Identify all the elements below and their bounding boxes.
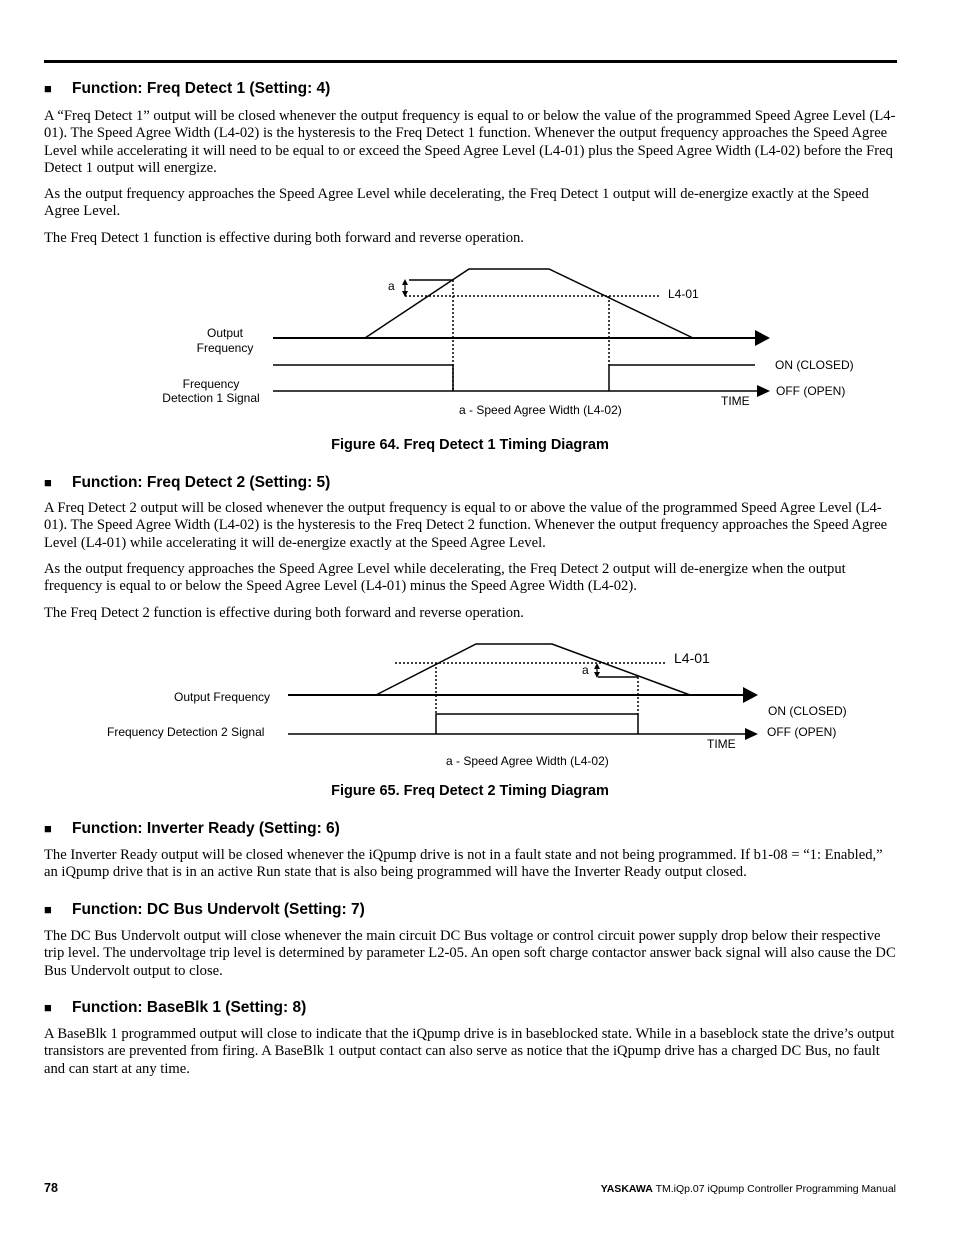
paragraph: A BaseBlk 1 programmed output will close to indicate that the iQpump drive is in baseblocked state. While in a baseblock state the drive’s output transistors are prevented from firing. A BaseBlk 1 output contact can also serve as notice that the iQpump drive has a charged DC Bus, no fault and can start at any time. — [44, 1026, 895, 1077]
paragraph: The DC Bus Undervolt output will close whenever the main circuit DC Bus voltage or control circuit power supply drop below their respective trip level. The undervoltage trip level is determined by parameter L2-05. An open soft charge contactor answer back signal will also cause the DC Bus Undervolt output to close. — [44, 928, 896, 979]
section-heading-freq-detect-2: ■ Function: Freq Detect 2 (Setting: 5) — [44, 474, 331, 491]
label-signal: Frequency Detection 2 Signal — [107, 725, 265, 739]
label-a: a — [388, 279, 395, 293]
page-number: 78 — [44, 1181, 58, 1195]
footer-manual-title — [601, 1183, 896, 1195]
brand-name: YASKAWA — [600, 1183, 653, 1195]
arrow-icon — [757, 385, 770, 397]
frequency-profile — [376, 644, 690, 695]
label-off: OFF (OPEN) — [776, 384, 846, 398]
label-on: ON (CLOSED) — [768, 704, 847, 718]
bullet-icon: ■ — [44, 1000, 52, 1015]
arrow-down-icon — [402, 291, 408, 297]
label-width-note: a - Speed Agree Width (L4-02) — [446, 754, 609, 768]
section-heading-baseblk-1: ■ Function: BaseBlk 1 (Setting: 8) — [44, 999, 307, 1016]
paragraph: The Freq Detect 1 function is effective during both forward and reverse operation. — [44, 230, 524, 246]
paragraph: The Freq Detect 2 function is effective during both forward and reverse operation. — [44, 605, 524, 621]
section-heading-freq-detect-1: ■ Function: Freq Detect 1 (Setting: 4) — [44, 80, 331, 97]
label-level: L4-01 — [674, 650, 710, 666]
freq-detect-2-timing-diagram — [0, 630, 954, 775]
arrow-up-icon — [402, 279, 408, 285]
bullet-icon: ■ — [44, 81, 52, 96]
paragraph: As the output frequency approaches the Speed Agree Level while decelerating, the Freq Detect 1 output will de-energize exactly at the Speed Agree Level. — [44, 186, 869, 220]
label-on: ON (CLOSED) — [775, 358, 854, 372]
label-time: TIME — [721, 394, 750, 408]
label-output-2: Frequency — [196, 341, 254, 355]
label-level: L4-01 — [668, 287, 699, 301]
figure-caption: Figure 64. Freq Detect 1 Timing Diagram — [331, 437, 609, 453]
label-width-note: a - Speed Agree Width (L4-02) — [459, 403, 622, 417]
bullet-icon: ■ — [44, 902, 52, 917]
bullet-icon: ■ — [44, 475, 52, 490]
arrow-up-icon — [594, 663, 600, 669]
freq-detect-1-timing-diagram — [0, 255, 954, 425]
arrow-icon — [755, 330, 770, 346]
arrow-icon — [745, 728, 758, 740]
detection-signal-wave — [436, 714, 638, 734]
figure-caption: Figure 65. Freq Detect 2 Timing Diagram — [331, 783, 609, 799]
label-output: Output Frequency — [174, 690, 271, 704]
label-a: a — [582, 663, 589, 677]
paragraph: A “Freq Detect 1” output will be closed whenever the output frequency is equal to or below the value of the programmed Speed Agree Level (L4-01). The Speed Agree Width (L4-02) is the hysteresis to the Freq Detect 1 function. Whenever the output frequency approaches the Speed Agree Level while accelerating it will need to be equal to or exceed the Speed Agree Level (L4-01) plus the Speed Agree Width (L4-02) before the Freq Detect 1 output will energize. — [44, 108, 896, 177]
arrow-icon — [743, 687, 758, 703]
detection-signal-wave — [273, 365, 453, 391]
paragraph: As the output frequency approaches the Speed Agree Level while decelerating, the Freq Detect 2 output will de-energize when the output frequency is equal to or below the Speed Agree Level (L4-01) minus the Speed Agree Width (L4-02). — [44, 561, 846, 595]
detection-signal-wave — [609, 365, 755, 391]
label-time: TIME — [707, 737, 736, 751]
manual-name: TM.iQp.07 iQpump Controller Programming Manual — [655, 1183, 896, 1195]
paragraph: A Freq Detect 2 output will be closed whenever the output frequency is equal to or above the value of the programmed Speed Agree Level (L4-01). The Speed Agree Width (L4-02) is the hysteresis to the Freq Detect 2 function. Whenever the output frequency approaches the Speed Agree Level (L4-01) while accelerating it will de-energize exactly at the Speed Agree Level. — [44, 500, 888, 551]
section-heading-inverter-ready: ■ Function: Inverter Ready (Setting: 6) — [44, 820, 340, 837]
label-signal-2: Detection 1 Signal — [162, 391, 260, 405]
label-output-1: Output — [206, 326, 244, 340]
bullet-icon: ■ — [44, 821, 52, 836]
paragraph: The Inverter Ready output will be closed whenever the iQpump drive is not in a fault state and not being programmed. If b1-08 = “1: Enabled,” an iQpump drive that is in an active Run state that is also being programmed will have the Inverter Ready output closed. — [44, 847, 883, 881]
label-signal-1: Frequency — [182, 377, 240, 391]
label-off: OFF (OPEN) — [767, 725, 837, 739]
header-rule — [44, 60, 897, 63]
section-heading-dc-bus-undervolt: ■ Function: DC Bus Undervolt (Setting: 7) — [44, 901, 365, 918]
